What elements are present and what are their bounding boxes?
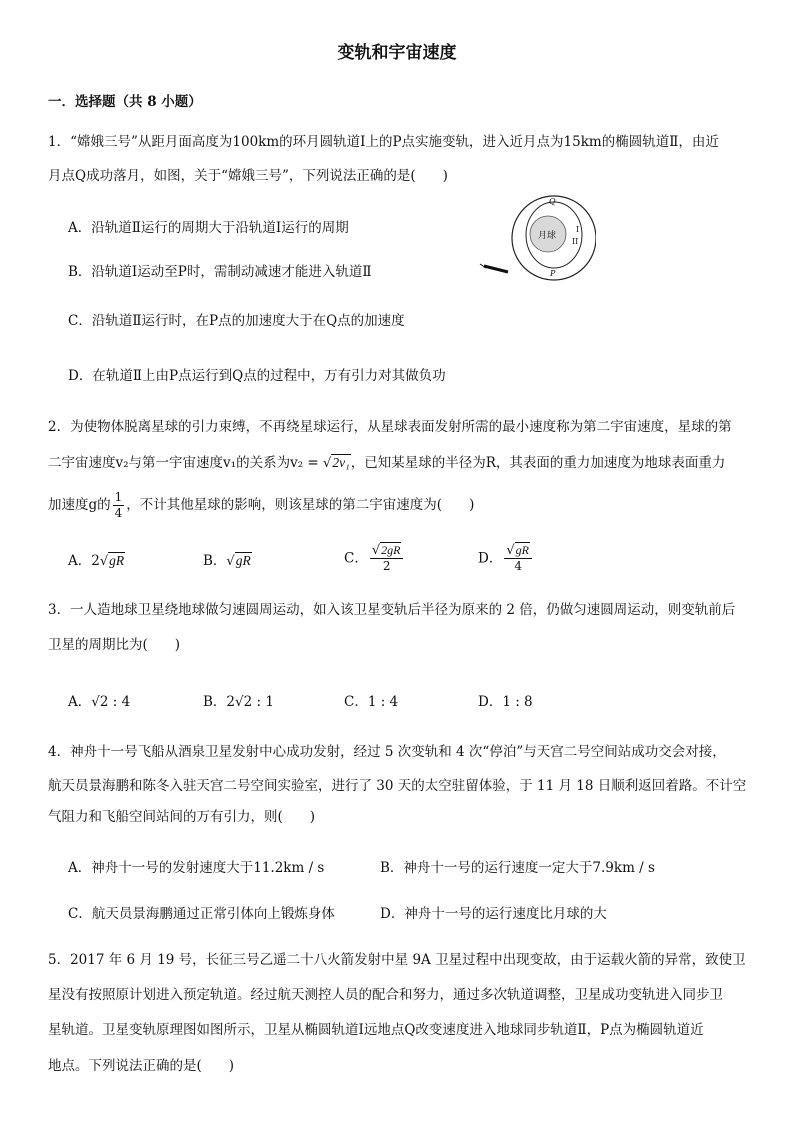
q4-stem-line1: 4．神舟十一号飞船从酒泉卫星发射中心成功发射，经过 5 次变轨和 4 次“停泊”与天宫二号空间站成功交会对接， bbox=[48, 744, 726, 760]
orbit-diagram bbox=[478, 192, 596, 284]
q3-stem-line2: 卫星的周期比为( ) bbox=[48, 637, 181, 653]
q2-line3-text-b: ，不计其他星球的影响，则该星球的第二宇宙速度为( ) bbox=[126, 497, 475, 513]
q2-option-c[interactable]: C． $\frac{√2gR}{2}$ bbox=[344, 543, 405, 574]
q1-option-d[interactable]: D．在轨道Ⅱ上由P点运行到Q点的过程中，万有引力对其做负功 bbox=[68, 368, 446, 384]
q2-stem-line3 bbox=[48, 490, 474, 521]
q2-option-b[interactable]: B．√gR bbox=[203, 553, 251, 569]
page-title: 变轨和宇宙速度 bbox=[337, 43, 457, 63]
q2-stem-line2 bbox=[48, 453, 725, 474]
q2-line3-text-a: 加速度g的 bbox=[48, 497, 111, 513]
label-orbit-i: I bbox=[576, 225, 580, 234]
q2-line2-text-a: 二宇宙速度v₂与第一宇宙速度v₁的关系为v₂ = bbox=[48, 455, 324, 471]
q3-option-c[interactable]: C．1 : 4 bbox=[344, 694, 399, 710]
q2-option-d[interactable]: D． $\frac{√gR}{4}$ bbox=[478, 543, 534, 574]
q2-sqrt2-v1: 2v₁ bbox=[332, 455, 350, 470]
q4-stem-line2: 航天员景海鹏和陈冬入驻天宫二号空间实验室，进行了 30 天的太空驻留体验，于 11 月 18 日顺利返回着路。不计空 bbox=[48, 778, 747, 794]
q1-option-b[interactable]: B．沿轨道Ⅰ运动至P时，需制动减速才能进入轨道Ⅱ bbox=[68, 264, 372, 280]
q3-stem-line1: 3．一人造地球卫星绕地球做匀速圆周运动，如入该卫星变轨后半径为原来的 2 倍，仍做匀速圆周运动，则变轨前后 bbox=[48, 602, 736, 618]
q1-option-a[interactable]: A．沿轨道Ⅱ运行的周期大于沿轨道Ⅰ运行的周期 bbox=[68, 220, 349, 236]
q1-option-c[interactable]: C．沿轨道Ⅱ运行时，在P点的加速度大于在Q点的加速度 bbox=[68, 313, 405, 329]
q2-line2-text-b: ，已知某星球的半径为R，其表面的重力加速度为地球表面重力 bbox=[350, 455, 726, 471]
label-q: Q bbox=[549, 197, 556, 206]
q5-stem-line2: 星没有按照原计划进入预定轨道。经过航天测控人员的配合和努力，通过多次轨道调整，卫星成功变轨进入同步卫 bbox=[48, 987, 723, 1003]
q5-stem-line1: 5．2017 年 6 月 19 号，长征三号乙遥二十八火箭发射中星 9A 卫星过程中出现变故，由于运载火箭的异常，致使卫 bbox=[48, 952, 746, 968]
sqrt-symbol: √ bbox=[323, 456, 332, 471]
q3-option-b[interactable]: B．2√2 : 1 bbox=[203, 694, 274, 710]
q3-option-a[interactable]: A．√2 : 4 bbox=[68, 694, 131, 710]
q4-option-b[interactable]: B．神舟十一号的运行速度一定大于7.9km / s bbox=[380, 860, 655, 876]
section-heading: 一．选择题（共 8 小题） bbox=[48, 94, 202, 110]
q4-option-a[interactable]: A．神舟十一号的发射速度大于11.2km / s bbox=[68, 860, 325, 876]
q1-stem-line2: 月点Q成功落月，如图，关于“嫦娥三号”，下列说法正确的是( ) bbox=[48, 168, 448, 184]
spacecraft-icon bbox=[484, 266, 508, 272]
q4-stem-line3: 气阻力和飞船空间站间的万有引力，则( ) bbox=[48, 809, 316, 825]
q2-stem-line1: 2．为使物体脱离星球的引力束缚，不再绕星球运行，从星球表面发射所需的最小速度称为第二宇宙速度，星球的第 bbox=[48, 419, 732, 435]
q5-stem-line3: 星轨道。卫星变轨原理图如图所示，卫星从椭圆轨道Ⅰ远地点Q改变速度进入地球同步轨道Ⅱ，P点为椭圆轨道近 bbox=[48, 1022, 704, 1038]
q4-option-d[interactable]: D．神舟十一号的运行速度比月球的大 bbox=[380, 906, 607, 922]
q3-option-d[interactable]: D．1 : 8 bbox=[478, 694, 533, 710]
q1-stem-line1: 1．“嫦娥三号”从距月面高度为100km的环月圆轨道Ⅰ上的P点实施变轨，进入近月点为15km的椭圆轨道Ⅱ，由近 bbox=[48, 134, 719, 150]
q5-stem-line4: 地点。下列说法正确的是( ) bbox=[48, 1058, 235, 1074]
moon-label: 月球 bbox=[538, 231, 557, 241]
label-p: P bbox=[550, 269, 556, 278]
q2-fraction: $\frac{1}{4}$ bbox=[114, 490, 123, 520]
q2-option-a[interactable]: A．2√gR bbox=[68, 553, 125, 569]
q4-option-c[interactable]: C．航天员景海鹏通过正常引体向上锻炼身体 bbox=[68, 906, 335, 922]
label-orbit-ii: II bbox=[572, 237, 579, 246]
